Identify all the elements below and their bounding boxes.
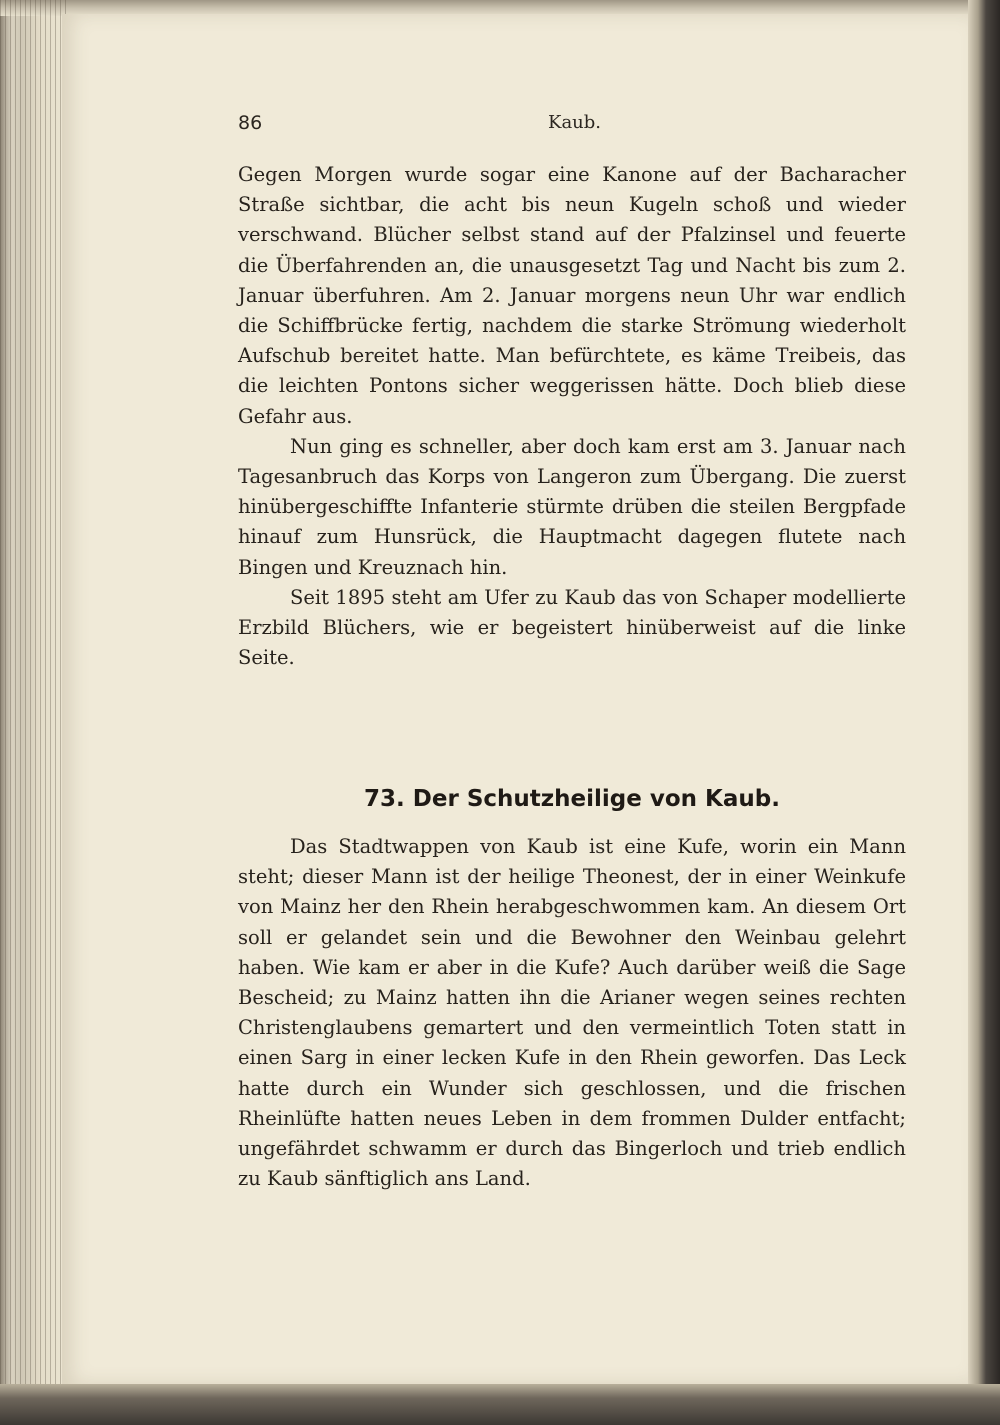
book-gutter	[968, 0, 1000, 1425]
section-text-block	[238, 832, 906, 1194]
page-stack-edges	[0, 0, 70, 1425]
top-text-block	[238, 160, 906, 673]
running-head: Kaub.	[548, 112, 602, 133]
page-number: 86	[238, 112, 263, 134]
paragraph-2: Nun ging es schneller, aber doch kam erst am 3. Januar nach Tagesanbruch das Korps von Langeron zum Übergang. Die zuerst hinübergeschiffte Infanterie stürmte drüben die steilen Bergpfade hinauf zum Hunsrück, die Hauptmacht dagegen flutete nach Bingen und Kreuznach hin.	[238, 434, 906, 579]
page-header	[238, 112, 906, 142]
paragraph-1: Gegen Morgen wurde sogar eine Kanone auf der Bacharacher Straße sichtbar, die acht bis neun Kugeln schoß und wieder verschwand. Blücher selbst stand auf der Pfalzinsel und feuerte die Überfahrenden an, die unausgesetzt Tag und Nacht bis zum 2. Januar überfuhren. Am 2. Januar morgens neun Uhr war endlich die Schiffbrücke fertig, nachdem die starke Strömung wiederholt Aufschub bereitet hatte. Man befürchtete, es käme Treibeis, das die leichten Pontons sicher weggerissen hätte. Doch blieb diese Gefahr aus.	[238, 163, 906, 428]
paragraph-3: Seit 1895 steht am Ufer zu Kaub das von Schaper modellierte Erzbild Blüchers, wie er begeistert hinüberweist auf die linke Seite.	[238, 585, 906, 670]
section-title: 73. Der Schutzheilige von Kaub.	[364, 786, 780, 812]
section-paragraph: Das Stadtwappen von Kaub ist eine Kufe, worin ein Mann steht; dieser Mann ist der heilige Theonest, der in einer Weinkufe von Mainz her den Rhein herabgeschwommen kam. An diesem Ort soll er gelandet sein und die Bewohner den Weinbau gelehrt haben. Wie kam er aber in die Kufe? Auch darüber weiß die Sage Bescheid; zu Mainz hatten ihn die Arianer wegen seines rechten Christenglaubens gemartert und den vermeintlich Toten statt in einen Sarg in einer lecken Kufe in den Rhein geworfen. Das Leck hatte durch ein Wunder sich geschlossen, und die frischen Rheinlüfte hatten neues Leben in dem frommen Dulder entfacht; ungefährdet schwamm er durch das Bingerloch und trieb endlich zu Kaub sänftiglich ans Land.	[238, 835, 906, 1191]
bottom-shadow	[0, 1384, 1000, 1425]
